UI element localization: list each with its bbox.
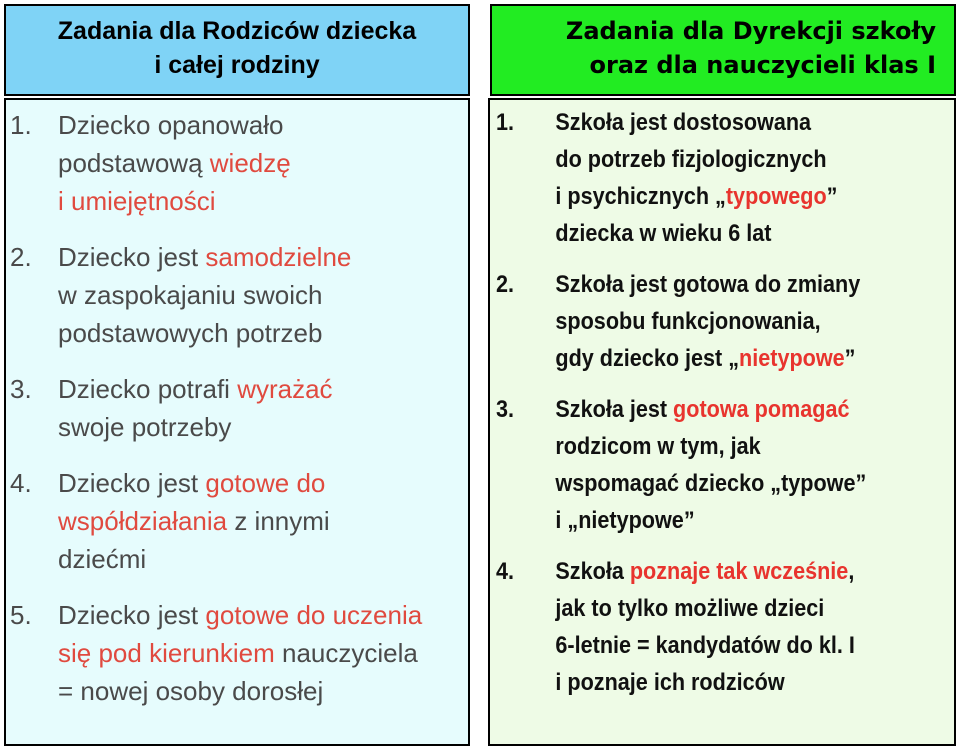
text-segment: 6-letnie = kandydatów do kl. I — [555, 632, 855, 659]
item-text-line — [10, 182, 422, 220]
text-segment: , — [848, 558, 855, 585]
text-segment: sposobu funkcjonowania, — [555, 308, 821, 335]
text-segment: Szkoła jest dostosowana — [555, 109, 812, 136]
item-text-line — [496, 627, 866, 664]
text-segment: ” — [844, 345, 856, 372]
highlighted-text: nietypowe — [739, 345, 845, 372]
highlighted-text: typowego — [725, 183, 827, 210]
item-text-line — [10, 276, 422, 314]
item-number: 4. — [10, 468, 32, 498]
item-text-line — [10, 408, 422, 446]
text-segment: nauczyciela — [274, 638, 418, 668]
item-text-line — [496, 303, 866, 340]
item-text-line — [10, 502, 422, 540]
text-segment: podstawową — [58, 148, 210, 178]
text-segment: Dziecko opanowało — [58, 110, 284, 140]
right-header-box — [490, 4, 956, 96]
list-item — [496, 266, 866, 377]
highlighted-text: gotowe do — [205, 468, 326, 498]
list-item — [496, 104, 866, 252]
item-number: 1. — [496, 109, 515, 136]
right-header-title — [492, 14, 954, 82]
item-number: 2. — [10, 242, 32, 272]
left-header-line-1: Zadania dla Rodziców dziecka — [57, 17, 417, 45]
text-segment: swoje potrzeby — [58, 412, 232, 442]
text-segment: i psychicznych „ — [555, 183, 726, 210]
item-text-line — [10, 106, 422, 144]
highlighted-text: współdziałania — [58, 506, 228, 536]
right-header-line-2: oraz dla nauczycieli klas I — [589, 51, 936, 79]
right-header-line-1: Zadania dla Dyrekcji szkoły — [565, 17, 936, 45]
list-item — [496, 391, 866, 539]
text-segment: Dziecko jest — [58, 600, 206, 630]
text-segment: podstawowych potrzeb — [58, 318, 323, 348]
text-segment: i „nietypowe” — [555, 507, 695, 534]
left-header-box — [4, 4, 470, 96]
highlighted-text: się pod kierunkiem — [58, 638, 275, 668]
item-text-line — [496, 340, 866, 377]
item-number: 5. — [10, 600, 32, 630]
item-text-line — [10, 464, 422, 502]
school-tasks-list — [496, 104, 866, 715]
item-text-line — [10, 314, 422, 352]
item-text-line — [10, 672, 422, 710]
list-item — [10, 106, 422, 220]
list-item — [10, 464, 422, 578]
text-segment: gdy dziecko jest „ — [555, 345, 740, 372]
item-number: 1. — [10, 110, 32, 140]
list-item — [10, 238, 422, 352]
highlighted-text: wiedzę — [209, 148, 291, 178]
text-segment: Dziecko potrafi — [58, 374, 238, 404]
item-text-line — [496, 428, 866, 465]
text-segment: Szkoła — [555, 558, 630, 585]
item-text-line — [496, 141, 866, 178]
highlighted-text: gotowa pomagać — [673, 396, 850, 423]
text-segment: ” — [826, 183, 838, 210]
item-text-line — [10, 596, 422, 634]
text-segment: dziećmi — [58, 544, 147, 574]
item-text-line — [496, 465, 866, 502]
item-number: 3. — [496, 396, 515, 423]
text-segment: dziecka w wieku 6 lat — [555, 220, 772, 247]
text-segment: Dziecko jest — [58, 468, 206, 498]
text-segment: z innymi — [227, 506, 330, 536]
item-text-line — [496, 215, 866, 252]
text-segment: wspomagać dziecko „typowe” — [555, 470, 867, 497]
item-number: 2. — [496, 271, 515, 298]
list-item — [496, 553, 866, 701]
text-segment: = nowej osoby dorosłej — [58, 676, 324, 706]
item-number: 3. — [10, 374, 32, 404]
highlighted-text: gotowe do uczenia — [205, 600, 423, 630]
text-segment: rodzicom w tym, jak — [555, 433, 761, 460]
left-header-line-2: i całej rodziny — [154, 51, 320, 79]
list-item — [10, 370, 422, 446]
text-segment: Szkoła jest — [555, 396, 674, 423]
left-header-title — [6, 14, 468, 82]
item-number: 4. — [496, 558, 515, 585]
list-item — [10, 596, 422, 710]
highlighted-text: samodzielne — [205, 242, 352, 272]
item-text-line — [496, 391, 866, 428]
item-text-line — [496, 104, 866, 141]
parent-tasks-list — [10, 106, 422, 728]
item-text-line — [10, 540, 422, 578]
text-segment: w zaspokajaniu swoich — [58, 280, 323, 310]
item-text-line — [496, 502, 866, 539]
item-text-line — [10, 634, 422, 672]
highlighted-text: wyrażać — [237, 374, 333, 404]
text-segment: do potrzeb fizjologicznych — [555, 146, 827, 173]
highlighted-text: i umiejętności — [58, 186, 216, 216]
text-segment: jak to tylko możliwe dzieci — [555, 595, 825, 622]
item-text-line — [496, 553, 866, 590]
highlighted-text: poznaje tak wcześnie — [629, 558, 849, 585]
item-text-line — [496, 266, 866, 303]
text-segment: Szkoła jest gotowa do zmiany — [555, 271, 861, 298]
item-text-line — [496, 590, 866, 627]
item-text-line — [10, 238, 422, 276]
text-segment: Dziecko jest — [58, 242, 206, 272]
item-text-line — [10, 144, 422, 182]
text-segment: i poznaje ich rodziców — [555, 669, 785, 696]
item-text-line — [496, 178, 866, 215]
item-text-line — [10, 370, 422, 408]
item-text-line — [496, 664, 866, 701]
